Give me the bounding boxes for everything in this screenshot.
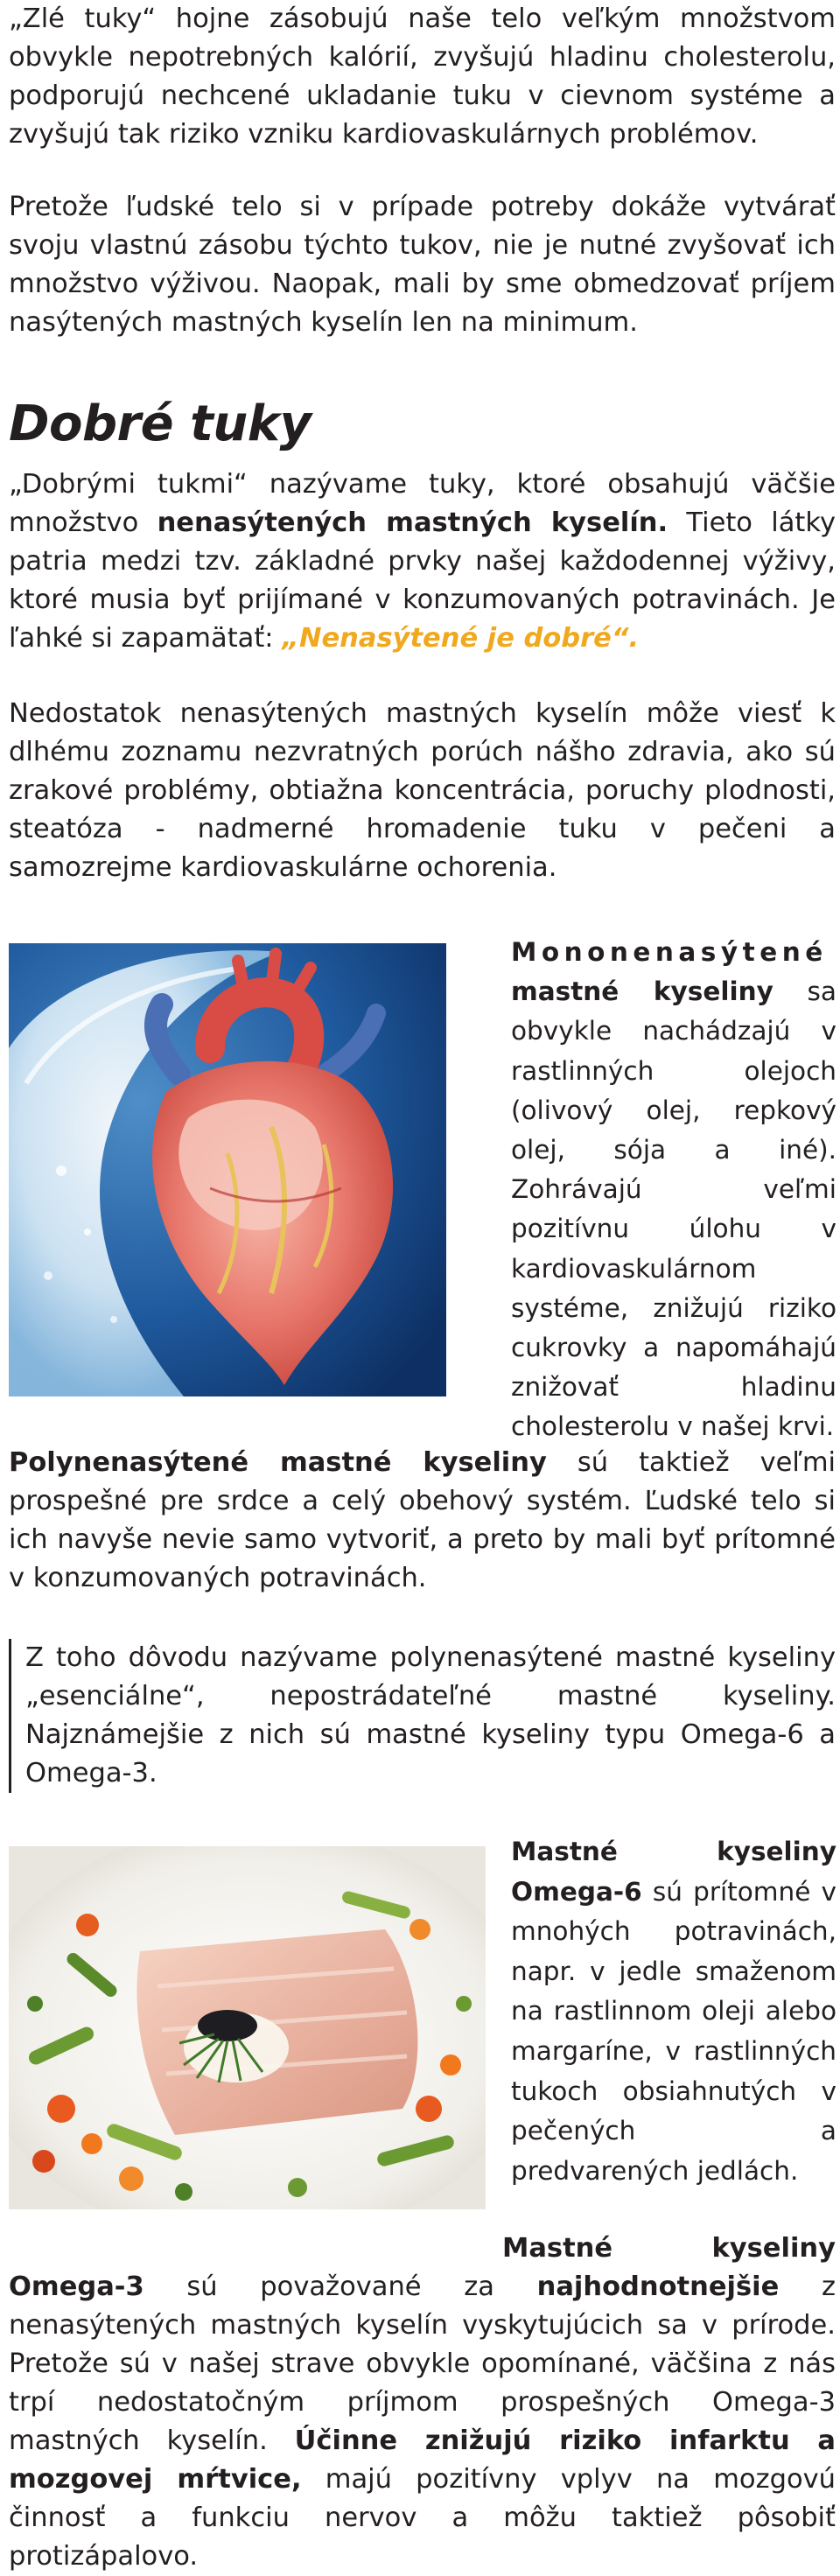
monounsaturated-text: sa obvykle nachádzajú v rastlinných olejoch (olivový olej, repkový olej, sója a iné). Zohrávajú veľmi pozitívnu úlohu v kardiovaskulárnom systéme, znižujú riziko cukrovky a napomáhajú znižovať hladinu cholesterolu v našej krvi. [511,976,836,1442]
fish-dish-photo [9,1846,486,2209]
omega-6-paragraph [511,1832,836,2191]
good-fats-text-b: Tieto látky patria medzi tzv. základné prvky našej každodennej výživy, ktoré musia byť prijímané v konzumovaných potravinách. Je ľahké si zapamätať: [9,508,836,654]
omega-3-text-c: majú pozitívny vplyv na mozgovú činnosť a funkciu nervov a môžu taktiež pôsobiť protizápalovo. [9,2464,836,2572]
essential-fatty-acids-callout [9,1639,836,1793]
unsaturated-fatty-acids-bold: nenasýtených mastných kyselín. [157,508,668,538]
polyunsaturated-term: Polynenasýtené mastné kyseliny [9,1447,547,1478]
good-fats-paragraph-2: Nedostatok nenasýtených mastných kyselín môže viesť k dlhému zoznamu nezvratných porúch nášho zdravia, ako sú zrakové problémy, obtiažna koncentrácia, poruchy plodnosti, steatóza - nadmerné hromadenie tuku v pečeni a samozrejme kardiovaskulárne ochorenia. [9,698,836,883]
monounsaturated-term: Mononenasýtené [511,937,828,967]
omega-3-section [9,2230,836,2576]
slogan-highlight: „Nenasýtené je dobré“. [282,623,640,654]
omega-3-paragraph [9,2230,836,2576]
polyunsaturated-text: sú taktiež veľmi prospešné pre srdce a celý obehový systém. Ľudské telo si ich navyše nevie samo vytvoriť, a preto by mali byť prítomné v konzumovaných potravinách. [9,1447,836,1593]
most-valuable-bold: najhodnotnejšie [536,2272,780,2302]
omega-3-text-b: z nenasýtených mastných kyselín vyskytujúcich sa v prírode. Pretože sú v našej strave obvykle opomínané, väčšina z nás trpí nedostatočným príjmom prospešných Omega-3 mastných kyselín. [9,2272,836,2456]
omega-6-column [511,1832,836,2191]
omega-3-term: Mastné kyseliny Omega-3 [9,2233,836,2302]
omega-6-term: Mastné kyseliny Omega-6 [511,1837,836,1907]
omega-6-text: sú prítomné v mnohých potravinách, napr. v jedle smaženom na rastlinnom oleji alebo margaríne, v rastlinných tukoch obsiahnutých v pečených a predvarených jedlách. [511,1876,836,2186]
omega-3-text-a: sú považované za [144,2272,537,2302]
intro-paragraph-2: Pretože ľudské telo si v prípade potreby dokáže vytvárať svoju vlastnú zásobu týchto tukov, nie je nutné zvyšovať ich množstvo výživou. Naopak, mali by sme obmedzovať príjem nasýtených mastných kyselín len na minimum. [9,192,836,338]
callout-text: Z toho dôvodu nazývame polynenasýtené mastné kyseliny „esenciálne“, nepostrádateľné mastné kyseliny. Najznámejšie z nich sú mastné kyseliny typu Omega-6 a Omega-3. [25,1642,836,1788]
monounsaturated-paragraph [511,933,836,1447]
monounsaturated-column [511,933,836,1447]
heart-illustration [9,943,446,1396]
good-fats-paragraph-1 [9,466,836,658]
polyunsaturated-paragraph [9,1444,836,1598]
fatty-acids-term: mastné kyseliny [511,976,774,1007]
intro-paragraph-1: „Zlé tuky“ hojne zásobujú naše telo veľkým množstvom obvykle nepotrebných kalórií, zvyšujú hladinu cholesterolu, podporujú nechcené ukladanie tuku v cievnom systéme a zvyšujú tak riziko vzniku kardiovaskulárnych problémov. [9,4,836,150]
good-fats-text-a: „Dobrými tukmi“ nazývame tuky, ktoré obsahujú väčšie množstvo [9,469,836,538]
stroke-risk-bold: Účinne znižujú riziko infarktu a mozgovej mŕtvice, [9,2426,836,2495]
section-heading-good-fats: Dobré tuky [9,396,312,452]
